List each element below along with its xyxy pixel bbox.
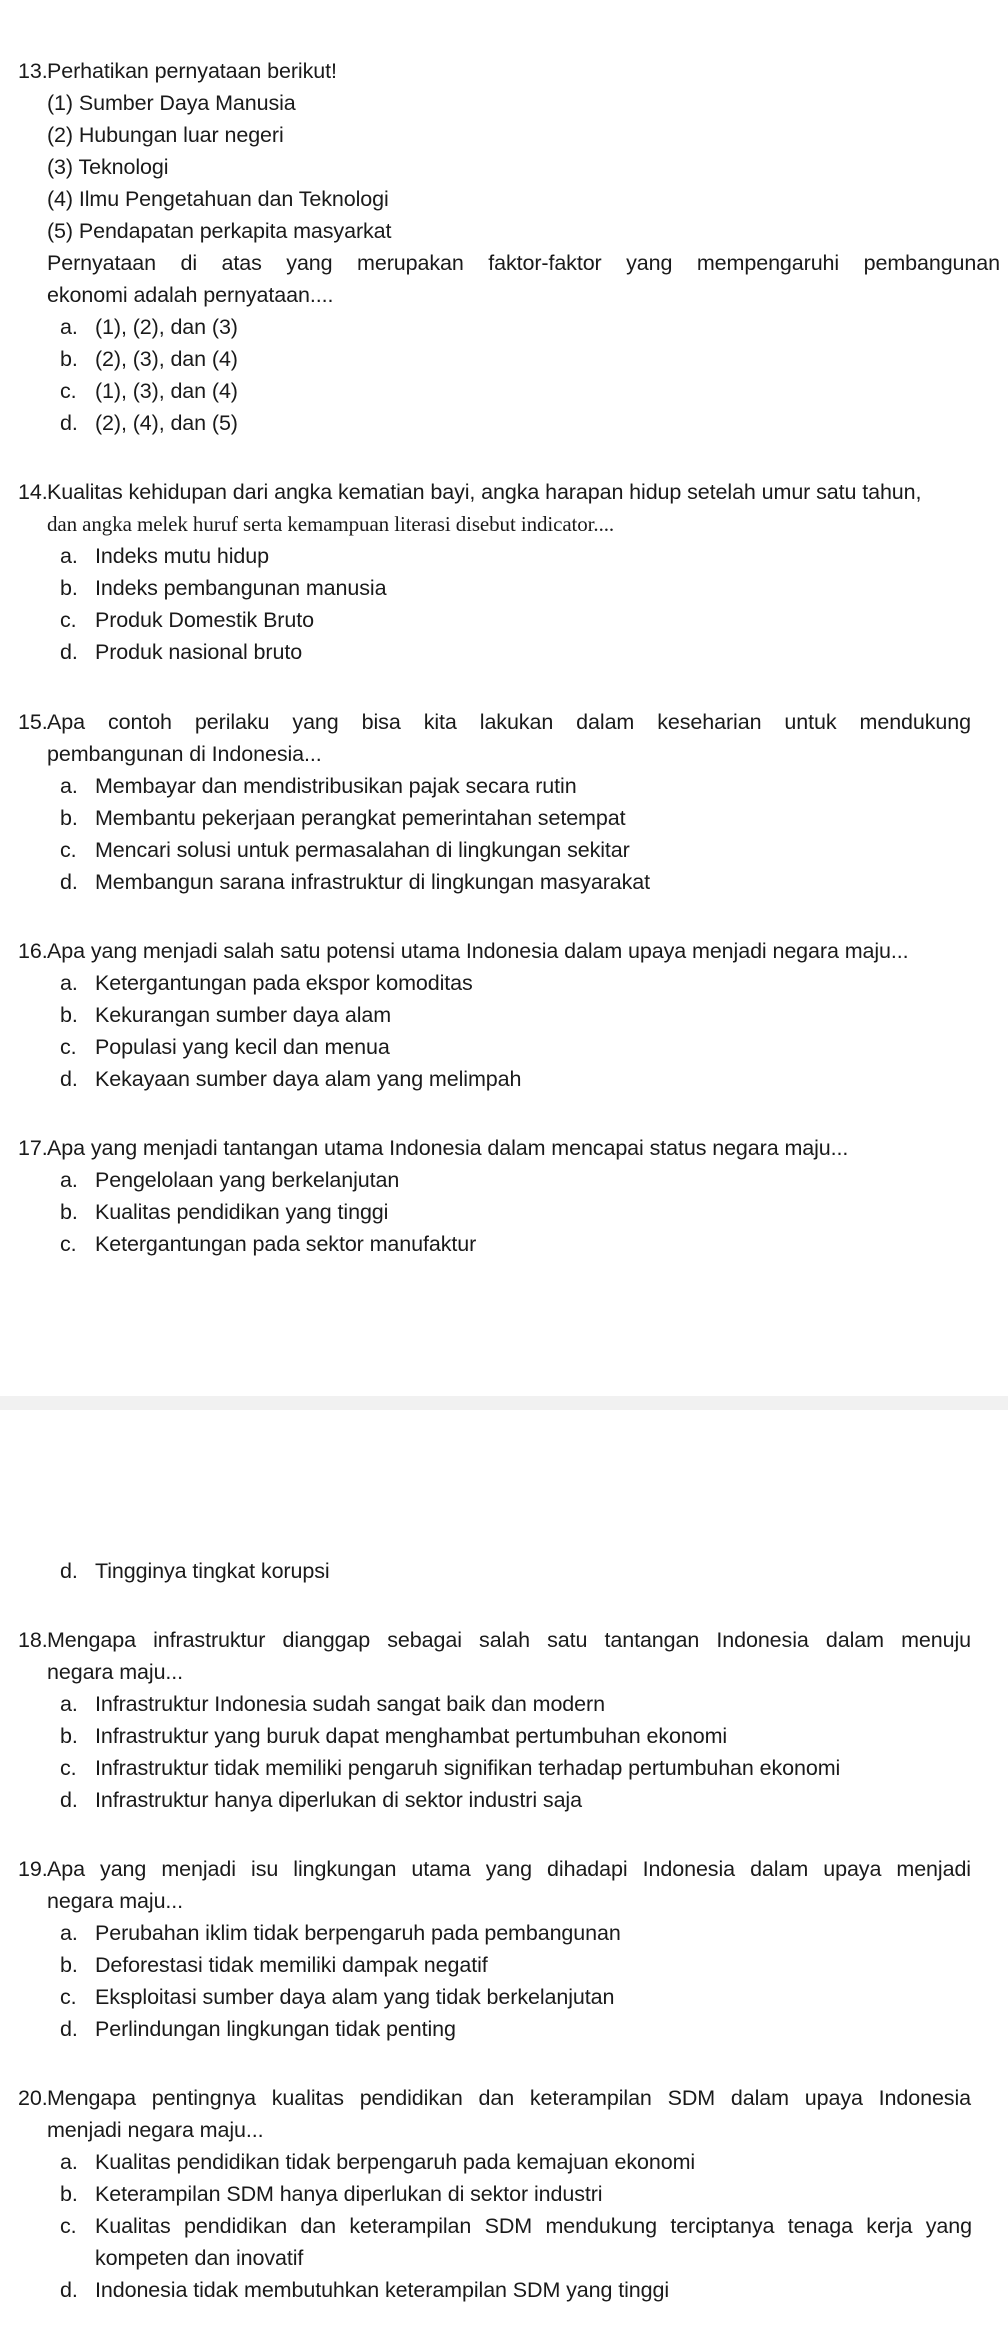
question-16-option-c: c. Populasi yang kecil dan menua <box>60 1035 390 1059</box>
question-20-option-b: b. Keterampilan SDM hanya diperlukan di sektor industri <box>60 2182 603 2206</box>
question-17-stem: 17.Apa yang menjadi tantangan utama Indonesia dalam mencapai status negara maju... <box>18 1136 849 1160</box>
question-13-statement: (2) Hubungan luar negeri <box>47 123 284 147</box>
question-19-option-a: a. Perubahan iklim tidak berpengaruh pada pembangunan <box>60 1921 621 1945</box>
question-20-option-c-continued: kompeten dan inovatif <box>95 2246 304 2270</box>
question-14-option-b: b. Indeks pembangunan manusia <box>60 576 387 600</box>
question-15-stem: 15.Apa contoh perilaku yang bisa kita lakukan dalam keseharian untuk mendukung <box>18 710 971 734</box>
question-19-option-d: d. Perlindungan lingkungan tidak penting <box>60 2017 456 2041</box>
question-19-stem: 19.Apa yang menjadi isu lingkungan utama yang dihadapi Indonesia dalam upaya menjadi <box>18 1857 971 1881</box>
question-14-option-c: c. Produk Domestik Bruto <box>60 608 314 632</box>
question-20-stem-continued: menjadi negara maju... <box>47 2118 264 2142</box>
question-19-option-c: c. Eksploitasi sumber daya alam yang tidak berkelanjutan <box>60 1985 615 2009</box>
question-13-option-d: d. (2), (4), dan (5) <box>60 411 238 435</box>
question-16-option-d: d. Kekayaan sumber daya alam yang melimpah <box>60 1067 522 1091</box>
question-14-stem: 14.Kualitas kehidupan dari angka kematian bayi, angka harapan hidup setelah umur satu tahun, <box>18 480 922 504</box>
question-18-stem-continued: negara maju... <box>47 1660 184 1684</box>
question-16-option-a: a. Ketergantungan pada ekspor komoditas <box>60 971 473 995</box>
question-13-statement: (5) Pendapatan perkapita masyarkat <box>47 219 392 243</box>
question-13-statement: (4) Ilmu Pengetahuan dan Teknologi <box>47 187 389 211</box>
question-16-option-b: b. Kekurangan sumber daya alam <box>60 1003 392 1027</box>
question-13-statement: (1) Sumber Daya Manusia <box>47 91 296 115</box>
question-20-option-c: c. Kualitas pendidikan dan keterampilan SDM mendukung terciptanya tenaga kerja yang <box>60 2214 972 2238</box>
question-13-stem-continued: Pernyataan di atas yang merupakan faktor-faktor yang mempengaruhi pembangunan <box>47 251 1000 275</box>
question-18-option-c: c. Infrastruktur tidak memiliki pengaruh signifikan terhadap pertumbuhan ekonomi <box>60 1756 841 1780</box>
question-18-stem: 18.Mengapa infrastruktur dianggap sebagai salah satu tantangan Indonesia dalam menuju <box>18 1628 971 1652</box>
question-19-stem-continued: negara maju... <box>47 1889 184 1913</box>
question-15-option-d: d. Membangun sarana infrastruktur di lingkungan masyarakat <box>60 870 650 894</box>
question-13-statement: (3) Teknologi <box>47 155 169 179</box>
question-20-option-d: d. Indonesia tidak membutuhkan keterampilan SDM yang tinggi <box>60 2278 670 2302</box>
question-17-option-d: d. Tingginya tingkat korupsi <box>60 1559 330 1583</box>
question-15-stem-continued: pembangunan di Indonesia... <box>47 742 322 766</box>
question-15-option-c: c. Mencari solusi untuk permasalahan di lingkungan sekitar <box>60 838 630 862</box>
question-13-stem: 13.Perhatikan pernyataan berikut! <box>18 59 337 83</box>
question-15-option-b: b. Membantu pekerjaan perangkat pemerintahan setempat <box>60 806 626 830</box>
question-18-option-d: d. Infrastruktur hanya diperlukan di sektor industri saja <box>60 1788 582 1812</box>
question-17-option-a: a. Pengelolaan yang berkelanjutan <box>60 1168 400 1192</box>
question-16-stem: 16.Apa yang menjadi salah satu potensi utama Indonesia dalam upaya menjadi negara maju... <box>18 939 909 963</box>
question-14-stem-continued: dan angka melek huruf serta kemampuan literasi disebut indicator.... <box>47 512 615 536</box>
question-13-option-a: a. (1), (2), dan (3) <box>60 315 238 339</box>
question-20-stem: 20.Mengapa pentingnya kualitas pendidikan dan keterampilan SDM dalam upaya Indonesia <box>18 2086 971 2110</box>
question-14-option-a: a. Indeks mutu hidup <box>60 544 269 568</box>
question-15-option-a: a. Membayar dan mendistribusikan pajak secara rutin <box>60 774 577 798</box>
question-13-option-c: c. (1), (3), dan (4) <box>60 379 238 403</box>
question-18-option-b: b. Infrastruktur yang buruk dapat menghambat pertumbuhan ekonomi <box>60 1724 728 1748</box>
page-break-divider <box>0 1396 1008 1410</box>
question-13-stem-continued: ekonomi adalah pernyataan.... <box>47 283 334 307</box>
question-19-option-b: b. Deforestasi tidak memiliki dampak negatif <box>60 1953 488 1977</box>
question-14-option-d: d. Produk nasional bruto <box>60 640 303 664</box>
question-17-option-b: b. Kualitas pendidikan yang tinggi <box>60 1200 389 1224</box>
question-13-option-b: b. (2), (3), dan (4) <box>60 347 238 371</box>
question-20-option-a: a. Kualitas pendidikan tidak berpengaruh pada kemajuan ekonomi <box>60 2150 696 2174</box>
question-18-option-a: a. Infrastruktur Indonesia sudah sangat baik dan modern <box>60 1692 605 1716</box>
question-17-option-c: c. Ketergantungan pada sektor manufaktur <box>60 1232 477 1256</box>
